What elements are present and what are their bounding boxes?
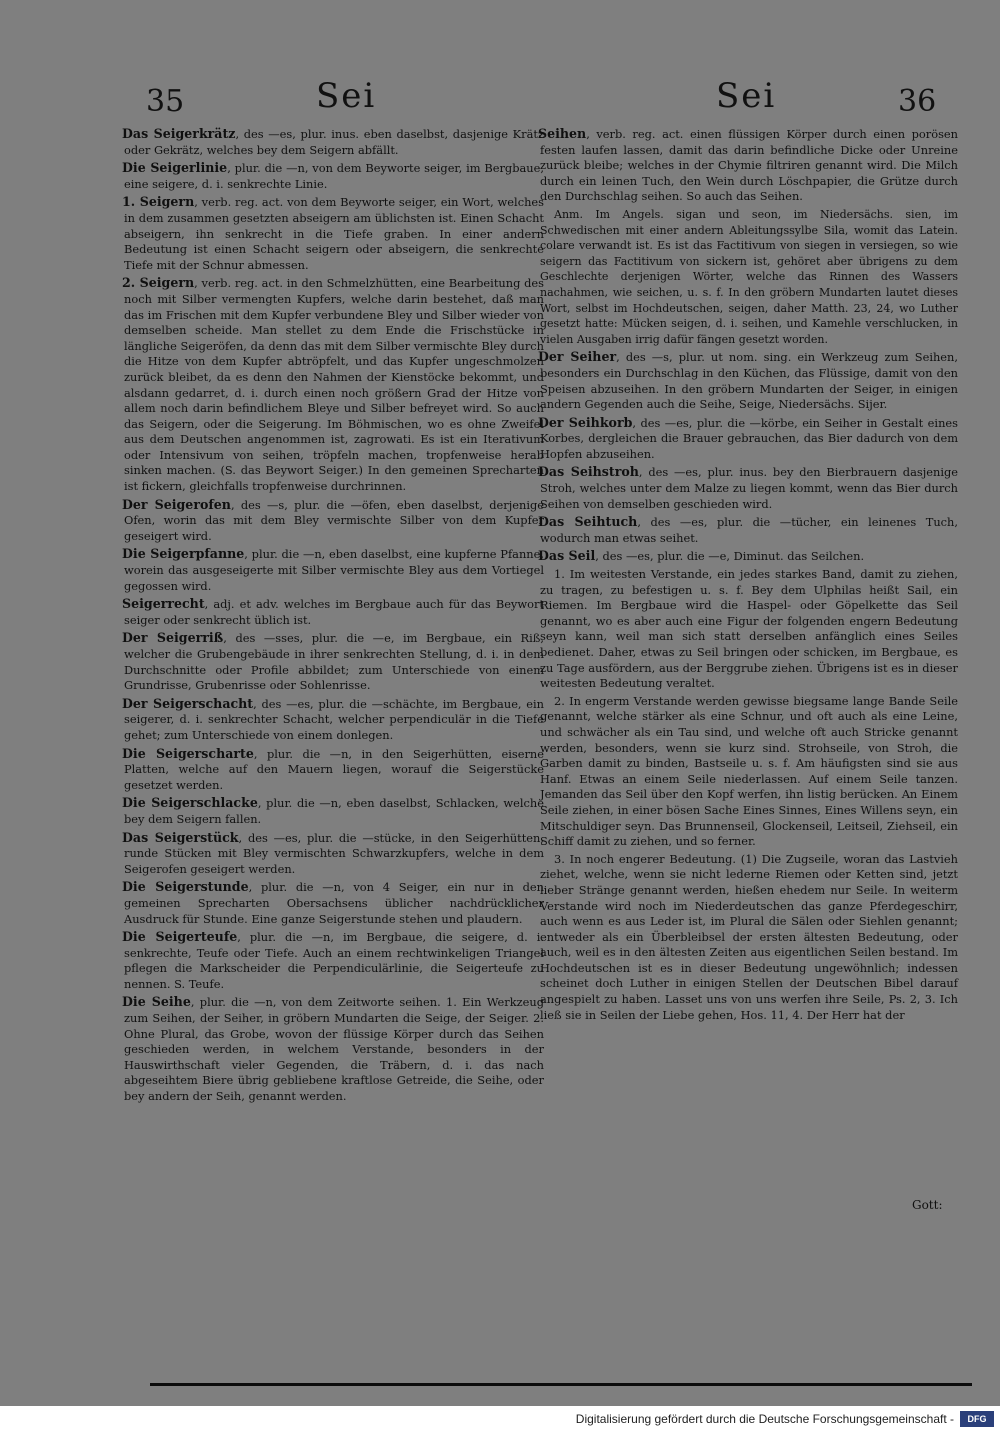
entry-definition: , des —es, plur. die —körbe, ein Seiher in Gestalt eines Korbes, dergleichen die Brauer gebrauchen, das Bier dadurch von dem Hopfen abzuseihen.	[540, 415, 958, 461]
entry-definition: , des —es, plur. inus. bey den Bierbrauern dasjenige Stroh, welches unter dem Malze zu liegen kommt, wenn das Bier durch Seihen von demselben geschieden wird.	[540, 465, 959, 511]
entry-headword: 2. Seigern	[122, 275, 195, 291]
dictionary-entry	[540, 464, 958, 512]
entry-headword: Die Seihe	[122, 994, 191, 1010]
entry-definition: , plur. die —n, in den Seigerhütten, eiserne Platten, welche auf den Mauern liegen, worauf die Seigerstücke gesetzet werden.	[124, 746, 544, 792]
entry-headword: Der Seigerschacht	[122, 695, 254, 711]
right-page-number: 36	[898, 84, 937, 119]
entry-headword: Das Seigerkrätz	[122, 126, 236, 141]
entry-subsense: 1. Im weitesten Verstande, ein jedes starkes Band, damit zu ziehen, zu tragen, zu befestigen u. s. f. Bey dem Ulphilas heißt Sail, ein Riemen. Im Bergbaue wird die Haspel- oder Göpelkette das Seil genannt, wo es aber auch eine Figur der folgenden engern Bedeutung seyn kann, weil man sich statt derselben anfänglich eines Seiles bedienet. Daher, etwas zu Seil bringen oder schicken, im Bergbaue, es zu Tage ausfördern, aus der Berggrube ziehen. Übrigens ist es in dieser weitesten Bedeutung veraltet.	[540, 567, 958, 691]
entry-subsense: 3. In noch engerer Bedeutung. (1) Die Zugseile, woran das Lastvieh ziehet, welche, wenn sie nicht lederne Riemen oder Ketten sind, jetzt lieber Stränge genannt werden, hießen ehedem nur Seile. In weiterm Verstande wird noch im Niederdeutschen das ganze Pferdegeschirr, auch wenn es aus Leder ist, im Plural die Sälen oder Siehlen genannt; entweder als ein Überbleibsel der ersten ältesten Bedeutung, oder auch, weil es in den ältesten Zeiten aus eigentlichen Seilen bestand. Im Hochdeutschen ist es in dieser Bedeutung ungewöhnlich; indessen scheinet doch Luther in einigen Stellen der Deutschen Bibel darauf angespielt zu haben. Lasset uns von uns werfen ihre Seile, Ps. 2, 3. Ich ließ sie in Seilen der Liebe gehen, Hos. 11, 4. Der Herr hat der	[540, 851, 958, 1022]
right-column	[540, 126, 958, 1025]
entry-headword: Das Seihstroh	[538, 464, 639, 480]
entry-definition: , adj. et adv. welches im Bergbaue auch für das Beywort seiger oder senkrecht üblich ist.	[124, 597, 544, 627]
dictionary-entry	[540, 126, 958, 205]
entry-definition: , plur. die —n, von dem Beyworte seiger, im Bergbaue, eine seigere, d. i. senkrechte Linie.	[124, 161, 544, 191]
dictionary-entry	[540, 415, 958, 463]
entry-headword: Der Seihkorb	[538, 414, 633, 430]
entry-headword: Der Seigerriß	[122, 630, 224, 646]
dictionary-entry	[124, 630, 544, 693]
dictionary-entry	[540, 349, 958, 412]
left-column	[124, 126, 544, 1107]
entry-headword: Die Seigerlinie	[122, 160, 228, 176]
right-running-head: Sei	[716, 76, 777, 116]
entry-definition: , des —es, plur. die —schächte, im Bergbaue, ein seigerer, d. i. senkrechter Schacht, welcher perpendiculär in die Tiefe gehet; zum Unterschiede von einem donlegen.	[124, 696, 544, 742]
dictionary-entry	[540, 548, 958, 565]
entry-definition: , des —es, plur. die —e, Diminut. das Seilchen.	[595, 549, 865, 564]
entry-headword: Seigerrecht	[122, 596, 205, 612]
dictionary-entry	[124, 160, 544, 192]
entry-definition: , des —es, plur. inus. eben daselbst, dasjenige Krätz oder Gekrätz, welches bey dem Seigern abfällt.	[124, 127, 544, 157]
bottom-rule	[150, 1383, 972, 1386]
entry-headword: Das Seil	[538, 548, 596, 564]
entry-headword: Das Seihtuch	[538, 514, 638, 530]
entry-definition: , des —s, plur. die —öfen, eben daselbst, derjenige Ofen, worin das mit dem Bley vermischte Silber von dem Kupfer geseigert wird.	[124, 497, 544, 543]
entry-definition: , des —sses, plur. die —e, im Bergbaue, ein Riß, welcher die Grubengebäude in ihrer senkrechten Stellung, d. i. in dem Durchschnitte oder Profile abbildet; zum Unterschiede von einem Grundrisse, Grubenrisse oder Sohlenrisse.	[124, 631, 544, 693]
entry-headword: Die Seigerteufe	[122, 929, 238, 945]
entry-definition: , verb. reg. act. in den Schmelzhütten, eine Bearbeitung des noch mit Silber vermengten Kupfers, welche darin bestehet, daß man das im Frischen mit dem Kupfer verbundene Bley und Silber wieder von demselben scheide. Man stellet zu dem Ende die Frischstücke in längliche Seigeröfen, da denn das mit dem Silber vermischte Bley durch die Hitze von dem Kupfer abtröpfelt, und das Kupfer ungeschmolzen zurück bleibet, da es denn den Nahmen der Kienstöcke bekommt, und alsdann gedarret, d. i. durch einen noch größern Grad der Hitze von allem noch darin befindlichem Bleye und Silber befreyet wird. So auch das Seigern, oder die Seigerung. Im Böhmischen, wo es ohne Zweifel aus dem Deutschen angenommen ist, zagrowati. Es ist ein Iterativum oder Intensivum von seihen, tröpfeln machen, tropfenweise herab sinken machen. (S. das Beywort Seiger.) In den gemeinen Sprecharten ist fickern, gleichfalls tropfenweise durchrinnen.	[124, 276, 544, 494]
entry-definition: , des —s, plur. ut nom. sing. ein Werkzeug zum Seihen, besonders ein Durchschlag in den Küchen, das Flüssige, damit von den Speisen abzuseihen. In den gröbern Mundarten der Seiger, in einigen andern Gegenden auch die Seihe, Seige, Niedersächs. Sijer.	[540, 350, 958, 412]
entry-definition: , verb. reg. act. einen flüssigen Körper durch einen porösen festen laufen lassen, damit das darin befindliche Dicke oder Unreine zurück bleibe; welches in der Chymie filtriren genannt wird. Die Milch durch ein leinen Tuch, den Wein durch Löschpapier, die Grütze durch den Durchschlag seihen. So auch das Seihen.	[540, 127, 958, 204]
dictionary-entry	[124, 746, 544, 794]
dfg-logo: DFG	[960, 1411, 994, 1427]
dictionary-entry	[124, 546, 544, 594]
dictionary-entry	[540, 514, 958, 546]
dictionary-entry	[124, 994, 544, 1104]
entry-definition: , des —es, plur. die —stücke, in den Seigerhütten, runde Stücken mit Bley vermischten Schwarzkupfers, welche in dem Seigerofen geseigert werden.	[124, 830, 545, 876]
entry-headword: Seihen	[538, 126, 587, 141]
dictionary-entry	[124, 879, 544, 927]
left-page-number: 35	[146, 84, 185, 119]
entry-definition: , plur. die —n, eben daselbst, eine kupferne Pfanne, worein das ausgeseigerte mit Silber vermischte Bley aus dem Vortiegel gegossen wird.	[124, 547, 545, 593]
dictionary-entry	[124, 696, 544, 744]
entry-headword: Die Seigerpfanne	[122, 546, 245, 562]
dictionary-entry	[124, 596, 544, 628]
catchword: Gott:	[912, 1198, 943, 1212]
entry-definition: , verb. reg. act. von dem Beyworte seiger, ein Wort, welches in dem zusammen gesetzten abseigern am üblichsten ist. Einen Schacht abseigern, ihn senkrecht in die Tiefe graben. In einer andern Bedeutung ist einen Schacht seigern oder abseigern, die senkrechte Tiefe mit der Schnur abmessen.	[124, 195, 544, 272]
entry-definition: , plur. die —n, von 4 Seiger, ein nur in den gemeinen Sprecharten Obersachsens üblicher nachdrücklicher Ausdruck für Stunde. Eine ganze Seigerstunde stehen und plaudern.	[124, 880, 544, 926]
dictionary-entry	[124, 194, 544, 273]
entry-definition: , plur. die —n, im Bergbaue, die seigere, d. i. senkrechte, Teufe oder Tiefe. Auch an einem rechtwinkeligen Triangel pflegen die Markscheider die Perpendiculärlinie, die Seigerteufe zu nennen. S. Teufe.	[124, 930, 544, 991]
entry-headword: Der Seigerofen	[122, 496, 231, 512]
entry-annotation: Anm. Im Angels. sigan und seon, im Niedersächs. sien, im Schwedischen mit einer andern Ableitungssylbe Sila, womit das Latein. colare verwandt ist. Es ist das Factitivum von siegen in versiegen, so wie seigern das Factitivum von sickern ist, gehöret aber übrigens zu dem Geschlechte derjenigen Wörter, welche das Rinnen des Wassers nachahmen, wie seichen, u. s. f. In den gröbern Mundarten lautet dieses Wort, selbst im Hochdeutschen, seigen, daher Matth. 23, 24, wo Luther gesetzt hatte: Mücken seigen, d. i. seihen, und Kamehle verschlucken, in vielen Ausgaben irrig dafür fängen gesetzt worden.	[540, 207, 958, 346]
entry-headword: Die Seigerstunde	[122, 879, 249, 895]
funding-note: Digitalisierung gefördert durch die Deutsche Forschungsgemeinschaft -	[575, 1412, 954, 1426]
entry-definition: , plur. die —n, eben daselbst, Schlacken, welche bey dem Seigern fallen.	[124, 796, 544, 826]
entry-headword: Das Seigerstück	[122, 829, 239, 845]
entry-headword: Der Seiher	[538, 349, 617, 365]
dictionary-entry	[124, 830, 544, 878]
dictionary-entry	[124, 497, 544, 545]
entry-definition: , des —es, plur. die —tücher, ein leinenes Tuch, wodurch man etwas seihet.	[540, 515, 958, 545]
entry-subsense: 2. In engerm Verstande werden gewisse biegsame lange Bande Seile genannt, welche stärker als eine Schnur, und oft auch als eine Leine, und schwächer als ein Tau sind, und welche oft auch Stricke genannt werden, besonders, wenn sie kurz sind. Strohseile, von Stroh, die Garben damit zu binden, Bastseile u. s. f. Am häufigsten sind sie aus Hanf. Etwas an einem Seile niederlassen. Auf einem Seile tanzen. Jemanden das Seil über den Kopf werfen, ihn listig berücken. An Einem Seile ziehen, in einer bösen Sache Eines Sinnes, Eines Willens seyn, ein Mitschuldiger seyn. Das Brunnenseil, Glockenseil, Leitseil, Ziehseil, ein Schiff damit zu ziehen, und so ferner.	[540, 693, 958, 849]
dictionary-entry	[124, 126, 544, 158]
dictionary-entry	[124, 929, 544, 992]
dictionary-entry	[124, 795, 544, 827]
entry-headword: Die Seigerschlacke	[122, 795, 258, 811]
left-running-head: Sei	[316, 76, 377, 116]
entry-headword: Die Seigerscharte	[122, 745, 254, 761]
entry-definition: , plur. die —n, von dem Zeitworte seihen. 1. Ein Werkzeug zum Seihen, der Seiher, in gröbern Mundarten die Seige, der Seiger. 2. Ohne Plural, das Grobe, wovon der flüssige Körper durch das Seihen geschieden werden, in welchem Verstande, besonders in der Hauswirthschaft vieler Gegenden, die Träbern, d. i. das nach abgeseihtem Biere übrig gebliebene kraftlose Getreide, die Seihe, oder bey andern der Seih, genannt werden.	[124, 995, 544, 1104]
footer-bar	[0, 1406, 1000, 1432]
dictionary-entry	[124, 275, 544, 494]
entry-headword: 1. Seigern	[122, 194, 195, 210]
